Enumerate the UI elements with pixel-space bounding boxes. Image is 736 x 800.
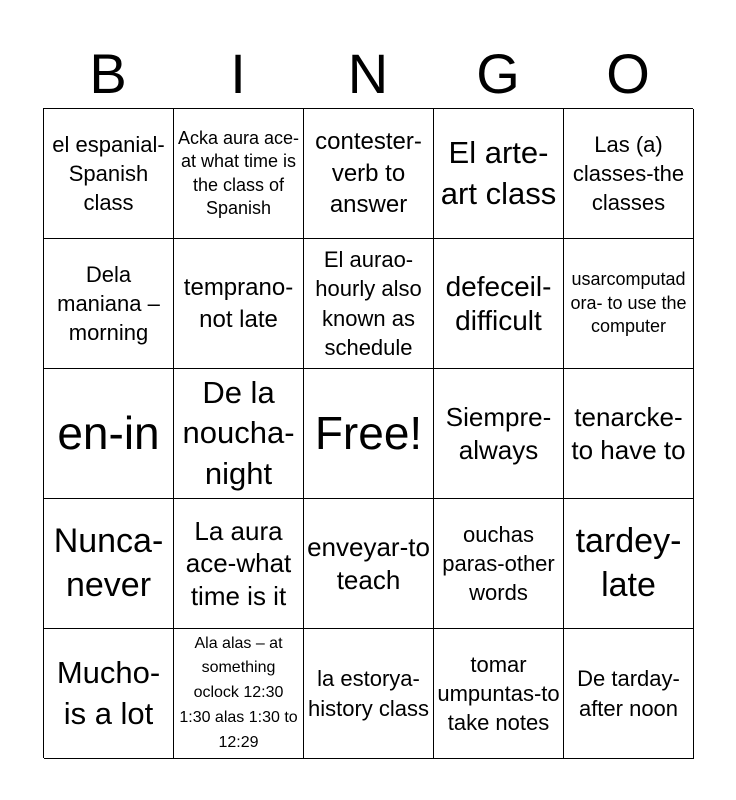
bingo-cell[interactable]: tardey-late — [564, 499, 694, 629]
bingo-cell[interactable]: Nunca-never — [44, 499, 174, 629]
header-letter-n: N — [347, 42, 389, 105]
bingo-cell[interactable]: enveyar-to teach — [304, 499, 434, 629]
bingo-cell[interactable]: defeceil-difficult — [434, 239, 564, 369]
free-space[interactable]: Free! — [304, 369, 434, 499]
bingo-cell[interactable]: tomar umpuntas-to take notes — [434, 629, 564, 759]
bingo-cell[interactable]: ouchas paras-other words — [434, 499, 564, 629]
bingo-header — [43, 40, 693, 108]
bingo-cell[interactable]: temprano-not late — [174, 239, 304, 369]
bingo-cell[interactable]: La aura ace-what time is it — [174, 499, 304, 629]
bingo-cell[interactable]: tenarcke-to have to — [564, 369, 694, 499]
bingo-board — [43, 108, 693, 758]
bingo-cell[interactable]: De la noucha-night — [174, 369, 304, 499]
bingo-cell[interactable]: Siempre-always — [434, 369, 564, 499]
bingo-cell[interactable]: contester-verb to answer — [304, 109, 434, 239]
header-letter-b: B — [89, 42, 127, 105]
bingo-cell[interactable]: la estorya-history class — [304, 629, 434, 759]
bingo-cell[interactable]: Las (a) classes-the classes — [564, 109, 694, 239]
header-letter-i: I — [230, 42, 246, 105]
bingo-cell[interactable]: El arte-art class — [434, 109, 564, 239]
bingo-cell[interactable]: en-in — [44, 369, 174, 499]
bingo-cell[interactable]: Acka aura ace-at what time is the class of Spanish — [174, 109, 304, 239]
bingo-cell[interactable]: De tarday-after noon — [564, 629, 694, 759]
header-letter-g: G — [476, 42, 520, 105]
bingo-cell[interactable]: El aurao-hourly also known as schedule — [304, 239, 434, 369]
bingo-cell[interactable]: Mucho-is a lot — [44, 629, 174, 759]
header-letter-o: O — [606, 42, 650, 105]
bingo-cell[interactable]: usarcomputadora- to use the computer — [564, 239, 694, 369]
bingo-cell[interactable]: Ala alas – at something oclock 12:30 1:30 alas 1:30 to 12:29 — [174, 629, 304, 759]
bingo-cell[interactable]: Dela maniana – morning — [44, 239, 174, 369]
bingo-cell[interactable]: el espanial-Spanish class — [44, 109, 174, 239]
